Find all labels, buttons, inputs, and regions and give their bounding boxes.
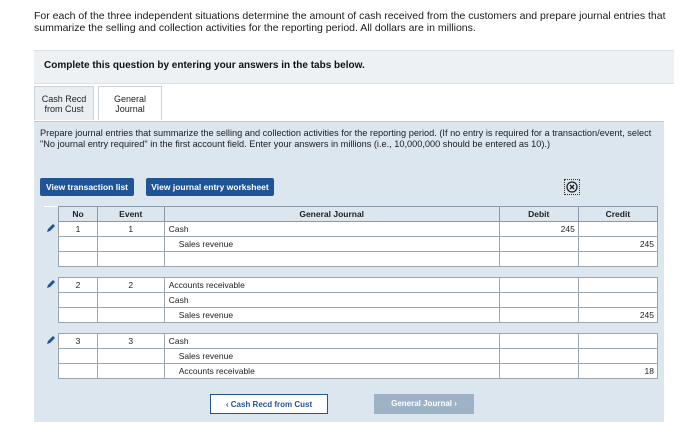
debit-cell[interactable] [499, 308, 578, 323]
table-row [44, 349, 658, 364]
debit-cell[interactable] [499, 278, 578, 293]
table-row [44, 364, 658, 379]
edit-entry-3-button[interactable] [44, 334, 59, 349]
pencil-icon [46, 335, 56, 345]
entry-no-empty [59, 364, 98, 379]
gap-cell [44, 267, 658, 278]
debit-cell[interactable] [499, 252, 578, 267]
entry-event-empty [97, 293, 164, 308]
next-tab-button[interactable] [374, 394, 474, 414]
header-no: No [59, 207, 98, 222]
debit-cell[interactable] [499, 293, 578, 308]
account-cell[interactable]: Cash [164, 222, 499, 237]
edit-header [44, 207, 59, 222]
entry-event-empty [97, 349, 164, 364]
debit-cell[interactable] [499, 237, 578, 252]
credit-cell[interactable]: 245 [578, 237, 657, 252]
entry-event-empty [97, 308, 164, 323]
edit-spacer [44, 293, 59, 308]
entry-event: 3 [97, 334, 164, 349]
entry-no: 3 [59, 334, 98, 349]
account-cell[interactable]: Cash [164, 334, 499, 349]
close-button[interactable] [564, 179, 580, 195]
table-row [44, 252, 658, 267]
entry-no-empty [59, 252, 98, 267]
entry-event: 1 [97, 222, 164, 237]
table-row [44, 308, 658, 323]
entry-no: 2 [59, 278, 98, 293]
row-gap [44, 267, 658, 278]
header-debit: Debit [499, 207, 578, 222]
debit-cell[interactable] [499, 349, 578, 364]
pencil-icon [46, 279, 56, 289]
entry-no-empty [59, 349, 98, 364]
entry-no-empty [59, 237, 98, 252]
account-cell[interactable]: Accounts receivable [164, 364, 499, 379]
chevron-right-icon: › [452, 399, 457, 408]
chevron-left-icon: ‹ [225, 400, 231, 409]
account-cell[interactable]: Cash [164, 293, 499, 308]
tab-general-journal[interactable]: General Journal [98, 86, 162, 120]
credit-cell[interactable] [578, 334, 657, 349]
prev-tab-label: Cash Recd from Cust [230, 400, 313, 409]
edit-spacer [44, 237, 59, 252]
credit-cell[interactable]: 245 [578, 308, 657, 323]
entry-no: 1 [59, 222, 98, 237]
view-journal-entry-worksheet-button[interactable]: View journal entry worksheet [146, 178, 274, 196]
general-journal-table [44, 206, 658, 379]
credit-cell[interactable] [578, 252, 657, 267]
credit-cell[interactable] [578, 278, 657, 293]
debit-cell[interactable] [499, 334, 578, 349]
edit-spacer [44, 349, 59, 364]
debit-cell[interactable]: 245 [499, 222, 578, 237]
view-transaction-list-button[interactable]: View transaction list [40, 178, 134, 196]
edit-spacer [44, 308, 59, 323]
table-row [44, 278, 658, 293]
row-gap [44, 323, 658, 334]
complete-text: Complete this question by entering your answers in the tabs below. [44, 60, 365, 71]
account-cell[interactable]: Sales revenue [164, 349, 499, 364]
credit-cell[interactable] [578, 222, 657, 237]
tab-cash-recd-from-cust[interactable]: Cash Recd from Cust [34, 86, 94, 120]
edit-entry-2-button[interactable] [44, 278, 59, 293]
edit-spacer [44, 364, 59, 379]
gap-cell [44, 323, 658, 334]
pencil-icon [46, 223, 56, 233]
credit-cell[interactable] [578, 349, 657, 364]
journal-panel [34, 121, 664, 422]
table-row [44, 334, 658, 349]
debit-cell[interactable] [499, 364, 578, 379]
instructions-text: Prepare journal entries that summarize the selling and collection activities for the reporting period. (If no entry is required for a transaction/event, select "No journal entry required" in the first account field. Enter your answers in millions (i.e., 10,000,000 should be entered as 10).) [40, 128, 652, 149]
account-cell[interactable]: Sales revenue [164, 308, 499, 323]
prev-tab-button[interactable] [210, 394, 328, 414]
table-row [44, 222, 658, 237]
header-general-journal: General Journal [164, 207, 499, 222]
edit-entry-1-button[interactable] [44, 222, 59, 237]
account-cell[interactable] [164, 252, 499, 267]
table-header-row [44, 207, 658, 222]
credit-cell[interactable]: 18 [578, 364, 657, 379]
next-tab-label: General Journal [391, 399, 453, 408]
header-event: Event [97, 207, 164, 222]
entry-event-empty [97, 237, 164, 252]
table-row [44, 237, 658, 252]
intro-text: For each of the three independent situations determine the amount of cash received from the customers and prepare journal entries that summarize the selling and collection activities for the reporting period. All dollars are in millions. [34, 10, 666, 34]
account-cell[interactable]: Accounts receivable [164, 278, 499, 293]
account-cell[interactable]: Sales revenue [164, 237, 499, 252]
entry-event-empty [97, 252, 164, 267]
table-row [44, 293, 658, 308]
edit-spacer [44, 252, 59, 267]
header-credit: Credit [578, 207, 657, 222]
entry-event-empty [97, 364, 164, 379]
credit-cell[interactable] [578, 293, 657, 308]
complete-banner [34, 50, 674, 84]
close-circle-icon [566, 181, 578, 193]
entry-no-empty [59, 308, 98, 323]
entry-event: 2 [97, 278, 164, 293]
entry-no-empty [59, 293, 98, 308]
